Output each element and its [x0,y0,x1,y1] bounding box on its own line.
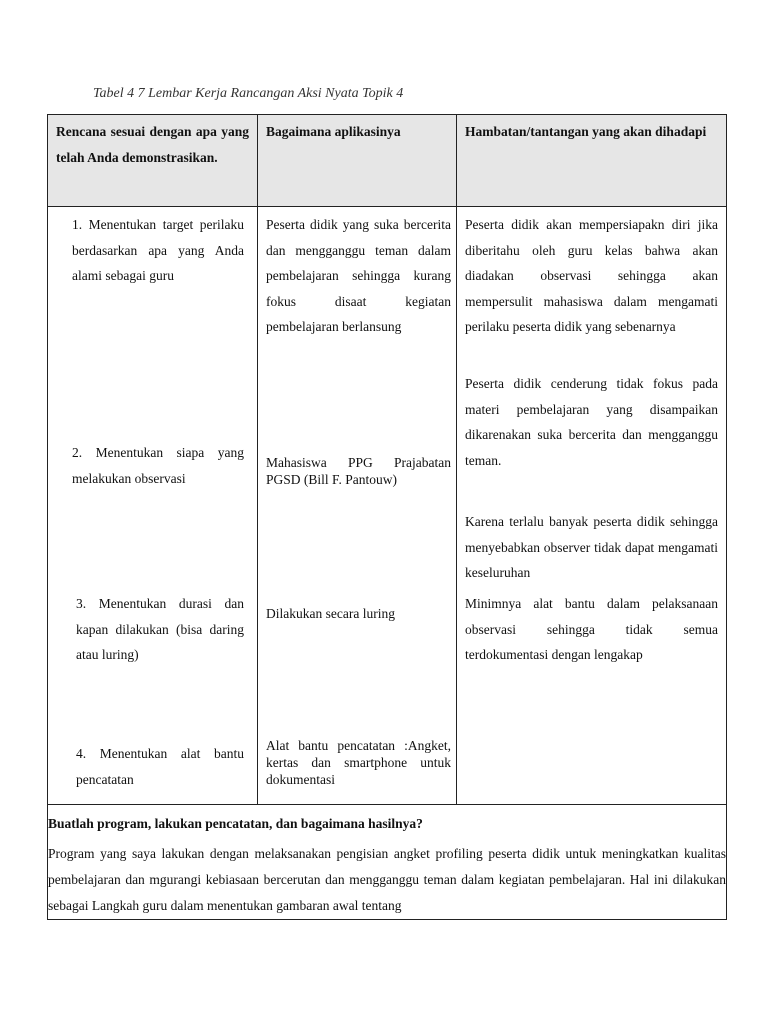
plan-item-4: 4. Menentukan alat bantu pencatatan [76,746,244,787]
table-caption: Tabel 4 7 Lembar Kerja Rancangan Aksi Nyata Topik 4 [93,86,404,101]
application-column [258,207,457,805]
challenge-column [457,207,727,805]
challenge-item-4: Minimnya alat bantu dalam pelaksanaan observasi sehingga tidak semua terdokumentasi dengan lengakap [465,596,718,662]
footer-question: Buatlah program, lakukan pencatatan, dan bagaimana hasilnya? [48,816,423,831]
header-row [48,115,727,207]
challenge-item-1: Peserta didik akan mempersiapakn diri jika diberitahu oleh guru kelas bahwa akan diadakan observasi sehingga akan mempersulit mahasiswa dalam mengamati perilaku peserta didik yang sebenarnya [465,217,718,334]
body-row [48,207,727,805]
plan-item-1: 1. Menentukan target perilaku berdasarkan apa yang Anda alami sebagai guru [72,217,244,283]
header-plan: Rencana sesuai dengan apa yang telah Anda demonstrasikan. [56,124,249,165]
header-challenge: Hambatan/tantangan yang akan dihadapi [465,124,707,139]
challenge-item-2: Peserta didik cenderung tidak fokus pada materi pembelajaran yang disampaikan dikarenakan suka bercerita dan mengganggu teman. [465,376,718,468]
application-item-1: Peserta didik yang suka bercerita dan mengganggu teman dalam pembelajaran sehingga kurang fokus disaat kegiatan pembelajaran berlansung [266,217,451,334]
worksheet-table [47,114,727,920]
footer-cell [48,805,727,920]
application-item-4: Alat bantu pencatatan :Angket, kertas dan smartphone untuk dokumentasi [266,738,451,787]
footer-row [48,805,727,920]
challenge-item-3: Karena terlalu banyak peserta didik sehingga menyebabkan observer tidak dapat mengamati keseluruhan [465,514,718,580]
plan-item-3: 3. Menentukan durasi dan kapan dilakukan (bisa daring atau luring) [76,596,244,662]
header-application: Bagaimana aplikasinya [266,124,401,139]
header-cell-plan [48,115,258,207]
plan-column [48,207,258,805]
footer-answer: Program yang saya lakukan dengan melaksanakan pengisian angket profiling peserta didik untuk meningkatkan kualitas pembelajaran dan mgurangi kebiasaan bercerutan dan mengganggu teman dalam kegiatan pembelajaran. Hal ini dilakukan sebagai Langkah guru dalam menentukan gambaran awal tentang [48,846,726,913]
application-item-2: Mahasiswa PPG Prajabatan PGSD (Bill F. Pantouw) [266,455,451,487]
header-cell-challenge [457,115,727,207]
plan-item-2: 2. Menentukan siapa yang melakukan observasi [72,445,244,486]
application-item-3: Dilakukan secara luring [266,606,395,621]
header-cell-application [258,115,457,207]
